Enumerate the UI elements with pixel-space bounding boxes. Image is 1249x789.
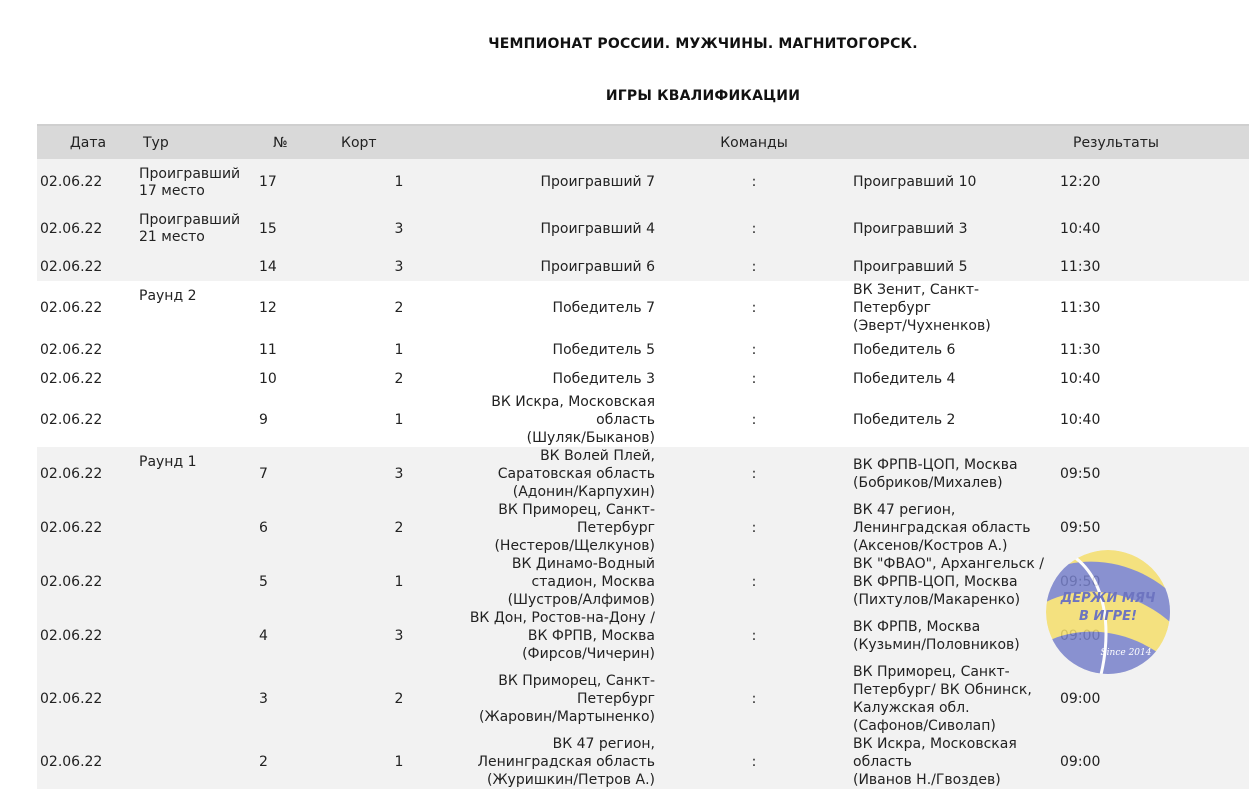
col-header-teams: Команды: [457, 125, 1051, 159]
team-left-line2: (Фирсов/Чичерин): [522, 646, 655, 662]
cell-tour: [139, 501, 259, 555]
cell-date: 02.06.22: [37, 609, 139, 663]
cell-team-right: [853, 159, 1051, 205]
cell-court: 3: [341, 609, 457, 663]
team-left-line1: Проигравший 4: [540, 220, 655, 237]
team-right-line2: (Пихтулов/Макаренко): [853, 592, 1021, 608]
watermark-line1: ДЕРЖИ МЯЧ: [1060, 591, 1156, 606]
table-row: [37, 335, 1249, 364]
team-left-line2: (Журишкин/Петров А.): [487, 772, 655, 788]
cell-team-left: [457, 205, 655, 252]
cell-colon: :: [655, 335, 853, 364]
cell-tour: [139, 663, 259, 735]
cell-num: 4: [259, 609, 341, 663]
cell-result: 10:40: [1051, 393, 1249, 447]
team-right-line2: (Кузьмин/Половников): [853, 637, 1020, 653]
team-left-line1: ВК Дон, Ростов-на-Дону / ВК ФРПВ, Москва: [469, 610, 655, 644]
cell-num: 12: [259, 281, 341, 335]
team-right-line1: Победитель 4: [853, 370, 956, 387]
cell-result: 11:30: [1051, 335, 1249, 364]
cell-result: 09:50: [1051, 447, 1249, 501]
table-row: [37, 447, 1249, 501]
team-right-line2: (Аксенов/Костров А.): [853, 538, 1008, 554]
cell-num: 17: [259, 159, 341, 205]
cell-tour: [139, 393, 259, 447]
table-header: [37, 125, 1249, 159]
cell-court: 1: [341, 159, 457, 205]
cell-court: 3: [341, 205, 457, 252]
cell-date: 02.06.22: [37, 159, 139, 205]
cell-date: 02.06.22: [37, 555, 139, 609]
cell-court: 1: [341, 735, 457, 789]
cell-result: 09:00: [1051, 663, 1249, 735]
cell-result: 10:40: [1051, 364, 1249, 393]
team-right-line1: Победитель 2: [853, 412, 956, 428]
tour-line2: 21 место: [139, 229, 205, 245]
cell-num: 7: [259, 447, 341, 501]
cell-colon: :: [655, 252, 853, 281]
cell-team-left: [457, 281, 655, 335]
cell-colon: :: [655, 393, 853, 447]
table-row: [37, 205, 1249, 252]
cell-court: 3: [341, 447, 457, 501]
team-left-line2: (Шуляк/Быканов): [526, 430, 655, 446]
cell-team-left: [457, 501, 655, 555]
team-left-line1: Победитель 5: [552, 341, 655, 358]
cell-colon: :: [655, 501, 853, 555]
cell-colon: :: [655, 364, 853, 393]
cell-date: 02.06.22: [37, 447, 139, 501]
team-left-line1: ВК Динамо-Водный стадион, Москва: [511, 556, 655, 590]
cell-court: 2: [341, 364, 457, 393]
cell-result: 09:00: [1051, 735, 1249, 789]
table-row: [37, 159, 1249, 205]
tour-line1: Раунд 2: [139, 288, 197, 304]
cell-num: 11: [259, 335, 341, 364]
cell-court: 1: [341, 555, 457, 609]
cell-colon: :: [655, 555, 853, 609]
cell-team-right: [853, 335, 1051, 364]
cell-result: 10:40: [1051, 205, 1249, 252]
cell-tour: [139, 364, 259, 393]
cell-colon: :: [655, 281, 853, 335]
cell-team-right: [853, 393, 1051, 447]
team-left-line2: (Шустров/Алфимов): [507, 592, 655, 608]
cell-team-left: [457, 663, 655, 735]
cell-colon: :: [655, 663, 853, 735]
cell-num: 5: [259, 555, 341, 609]
team-left-line1: ВК Приморец, Санкт-Петербург: [498, 502, 655, 536]
team-right-line1: ВК Искра, Московская область: [853, 736, 1017, 770]
team-right-line2: (Бобриков/Михалев): [853, 475, 1003, 491]
col-header-court: Корт: [341, 125, 457, 159]
team-left-line2: (Адонин/Карпухин): [512, 484, 655, 500]
cell-colon: :: [655, 735, 853, 789]
table-row: [37, 364, 1249, 393]
cell-date: 02.06.22: [37, 335, 139, 364]
cell-num: 3: [259, 663, 341, 735]
team-left-line1: ВК Искра, Московская область: [491, 394, 655, 428]
team-right-line2: (Иванов Н./Гвоздев): [853, 772, 1001, 788]
cell-num: 15: [259, 205, 341, 252]
cell-tour: [139, 555, 259, 609]
table-row: [37, 281, 1249, 335]
cell-num: 2: [259, 735, 341, 789]
tour-line1: Проигравший: [139, 166, 241, 182]
col-header-date: Дата: [37, 125, 139, 159]
cell-team-right: [853, 281, 1051, 335]
cell-team-left: [457, 555, 655, 609]
cell-colon: :: [655, 609, 853, 663]
team-right-line1: ВК Зенит, Санкт-Петербург: [853, 282, 980, 316]
cell-court: 2: [341, 663, 457, 735]
tour-line2: 17 место: [139, 183, 205, 199]
team-right-line1: ВК ФРПВ-ЦОП, Москва: [853, 457, 1018, 473]
cell-team-right: [853, 447, 1051, 501]
cell-team-right: [853, 663, 1051, 735]
cell-date: 02.06.22: [37, 735, 139, 789]
team-right-line1: ВК "ФВАО", Архангельск / ВК ФРПВ-ЦОП, Москва: [853, 556, 1044, 590]
team-right-line1: Победитель 6: [853, 341, 956, 358]
team-right-line1: ВК 47 регион, Ленинградская область: [853, 502, 1031, 536]
team-right-line1: Проигравший 3: [853, 220, 968, 237]
cell-team-left: [457, 364, 655, 393]
watermark-line2: В ИГРЕ!: [1079, 609, 1137, 624]
cell-tour: [139, 335, 259, 364]
cell-team-left: [457, 393, 655, 447]
cell-team-left: [457, 735, 655, 789]
cell-team-right: [853, 364, 1051, 393]
team-left-line2: (Нестеров/Щелкунов): [494, 538, 655, 554]
cell-date: 02.06.22: [37, 364, 139, 393]
cell-team-right: [853, 609, 1051, 663]
cell-tour: [139, 205, 259, 252]
cell-team-right: [853, 205, 1051, 252]
cell-team-left: [457, 252, 655, 281]
team-right-line1: Проигравший 5: [853, 258, 968, 275]
watermark-line3: Since 2014: [1100, 648, 1152, 658]
cell-tour: [139, 735, 259, 789]
cell-date: 02.06.22: [37, 281, 139, 335]
cell-tour: [139, 447, 259, 501]
cell-team-left: [457, 335, 655, 364]
cell-date: 02.06.22: [37, 393, 139, 447]
cell-court: 1: [341, 335, 457, 364]
cell-team-right: [853, 501, 1051, 555]
cell-num: 10: [259, 364, 341, 393]
team-right-line1: ВК Приморец, Санкт-Петербург/ ВК Обнинск,: [853, 664, 1032, 698]
table-row: [37, 393, 1249, 447]
team-right-line1: ВК ФРПВ, Москва: [853, 619, 981, 635]
team-left-line1: Победитель 7: [552, 300, 655, 316]
team-left-line1: ВК 47 регион, Ленинградская область: [477, 736, 655, 770]
cell-tour: [139, 281, 259, 335]
team-left-line1: ВК Приморец, Санкт-Петербург: [498, 673, 655, 707]
team-left-line1: Проигравший 6: [540, 258, 655, 275]
team-right-line3: (Сафонов/Сиволап): [853, 718, 996, 734]
cell-court: 3: [341, 252, 457, 281]
team-left-line1: Победитель 3: [552, 370, 655, 387]
team-left-line1: Проигравший 7: [540, 174, 655, 190]
team-right-line1: Проигравший 10: [853, 174, 977, 190]
cell-colon: :: [655, 447, 853, 501]
cell-team-left: [457, 447, 655, 501]
cell-date: 02.06.22: [37, 252, 139, 281]
team-left-line1: ВК Волей Плей, Саратовская область: [497, 448, 655, 482]
cell-colon: :: [655, 159, 853, 205]
cell-date: 02.06.22: [37, 663, 139, 735]
cell-team-left: [457, 159, 655, 205]
table-row: [37, 252, 1249, 281]
cell-date: 02.06.22: [37, 501, 139, 555]
cell-team-left: [457, 609, 655, 663]
cell-result: 09:50: [1051, 501, 1249, 555]
col-header-tour: Тур: [139, 125, 259, 159]
cell-court: 2: [341, 501, 457, 555]
cell-num: 14: [259, 252, 341, 281]
team-left-line2: (Жаровин/Мартыненко): [479, 709, 655, 725]
cell-num: 6: [259, 501, 341, 555]
page-title: ЧЕМПИОНАТ РОССИИ. МУЖЧИНЫ. МАГНИТОГОРСК.: [488, 36, 918, 52]
volleyball-watermark-logo: [1046, 532, 1170, 692]
table-row: [37, 735, 1249, 789]
cell-num: 9: [259, 393, 341, 447]
col-header-num: №: [259, 125, 341, 159]
cell-court: 1: [341, 393, 457, 447]
col-header-results: Результаты: [1051, 125, 1249, 159]
page-subtitle: ИГРЫ КВАЛИФИКАЦИИ: [605, 88, 801, 104]
cell-team-right: [853, 555, 1051, 609]
team-right-line2: Калужская обл.: [853, 700, 970, 716]
team-right-line2: (Эверт/Чухненков): [853, 318, 991, 334]
cell-team-right: [853, 735, 1051, 789]
cell-result: 11:30: [1051, 281, 1249, 335]
cell-tour: [139, 609, 259, 663]
cell-date: 02.06.22: [37, 205, 139, 252]
cell-tour: [139, 159, 259, 205]
cell-colon: :: [655, 205, 853, 252]
cell-result: 11:30: [1051, 252, 1249, 281]
cell-result: 12:20: [1051, 159, 1249, 205]
cell-team-right: [853, 252, 1051, 281]
tour-line1: Раунд 1: [139, 454, 197, 470]
cell-court: 2: [341, 281, 457, 335]
tour-line1: Проигравший: [139, 212, 241, 228]
cell-tour: [139, 252, 259, 281]
